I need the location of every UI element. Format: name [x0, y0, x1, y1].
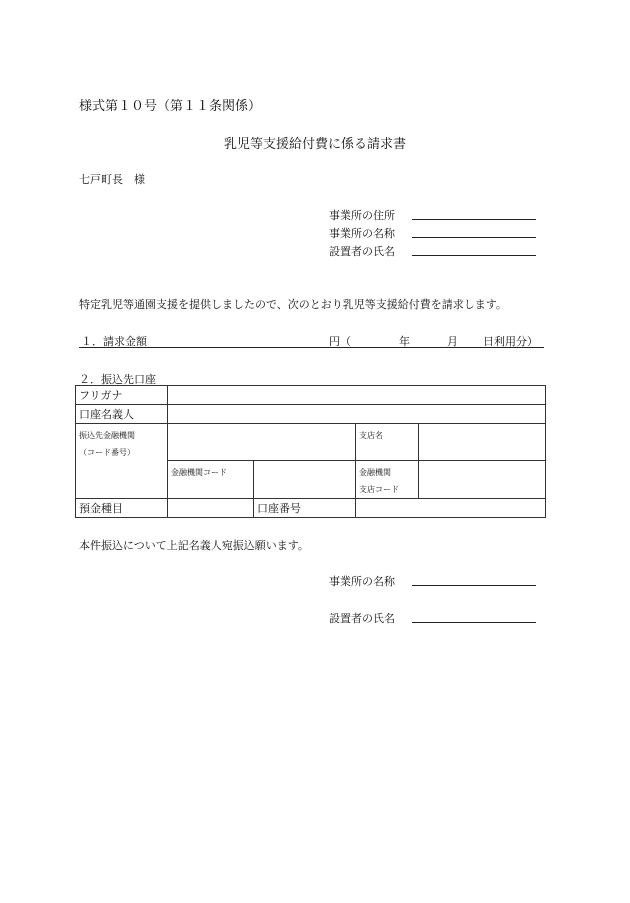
office-name-label: 事業所の名称 [329, 227, 395, 240]
founder-name-field[interactable] [329, 243, 539, 259]
transfer-request: 本件振込について上記名義人宛振込願います。 [79, 539, 309, 552]
address-field[interactable] [329, 207, 539, 223]
bank-name-input[interactable] [168, 424, 356, 461]
founder-name-line [412, 255, 536, 256]
year-label: 年 [399, 335, 410, 348]
form-number: 様式第１０号（第１１条関係） [79, 99, 262, 114]
account-number-label: 口座番号 [254, 499, 356, 518]
code-note-text: （コード番号） [79, 448, 135, 457]
claim-amount-label: １．請求金額 [81, 335, 147, 348]
bank-code-label: 金融機関コード [168, 461, 254, 499]
office-name-field[interactable] [329, 225, 539, 241]
footer-office-name-line [412, 585, 536, 586]
account-number-input[interactable] [356, 499, 546, 518]
footer-founder-name-field[interactable] [329, 610, 539, 626]
branch-name-input[interactable] [419, 424, 546, 461]
furigana-input[interactable] [168, 386, 546, 405]
bank-section-heading: ２．振込先口座 [79, 373, 156, 386]
deposit-type-input[interactable] [168, 499, 254, 518]
month-label: 月 [447, 335, 458, 348]
account-holder-input[interactable] [168, 405, 546, 424]
footer-office-name-label: 事業所の名称 [329, 575, 395, 588]
bank-code-input[interactable] [254, 461, 356, 499]
address-line [412, 219, 536, 220]
footer-founder-name-label: 設置者の氏名 [329, 612, 395, 625]
branch-code-label [356, 461, 419, 499]
bank-name-label [76, 424, 168, 499]
yen-label: 円（ [329, 335, 351, 348]
branch-code-text-2: 支店コード [359, 485, 399, 494]
deposit-type-label: 預金種目 [76, 499, 168, 518]
usage-days-label: 日利用分） [483, 335, 538, 348]
document-title: 乳児等支援給付費に係る請求書 [223, 137, 406, 152]
claim-amount-row[interactable] [79, 333, 544, 348]
request-statement: 特定乳児等通園支援を提供しましたので、次のとおり乳児等支援給付費を請求します。 [79, 298, 507, 311]
bank-name-text: 振込先金融機関 [79, 431, 135, 440]
founder-name-label: 設置者の氏名 [329, 245, 395, 258]
addressee: 七戸町長 様 [79, 173, 145, 186]
furigana-label: フリガナ [76, 386, 168, 405]
address-label: 事業所の住所 [329, 209, 395, 222]
footer-office-name-field[interactable] [329, 573, 539, 589]
bank-account-table [75, 385, 546, 518]
branch-code-input[interactable] [419, 461, 546, 499]
footer-founder-name-line [412, 622, 536, 623]
branch-code-text-1: 金融機関 [359, 468, 391, 477]
account-holder-label: 口座名義人 [76, 405, 168, 424]
office-name-line [412, 237, 536, 238]
branch-name-label: 支店名 [356, 424, 419, 461]
